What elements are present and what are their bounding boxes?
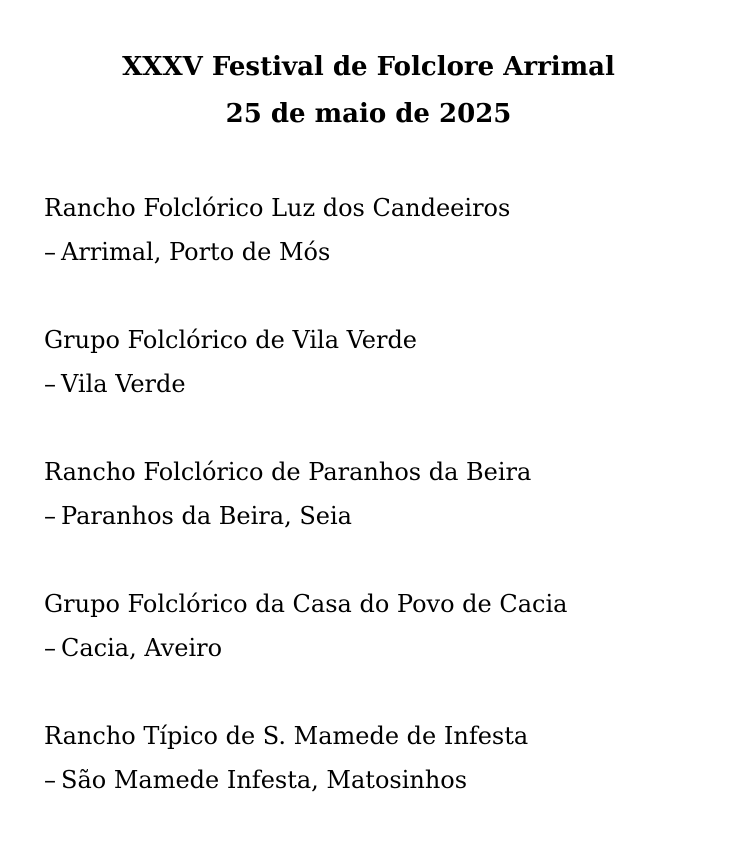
list-item <box>44 582 704 714</box>
group-location: Arrimal, Porto de Mós <box>61 238 331 266</box>
group-location: Vila Verde <box>61 370 186 398</box>
festival-title: XXXV Festival de Folclore Arrimal <box>122 52 615 82</box>
dash-separator: – <box>44 370 56 398</box>
group-location: São Mamede Infesta, Matosinhos <box>61 766 468 794</box>
group-location: Paranhos da Beira, Seia <box>61 502 352 530</box>
group-location-line <box>44 362 704 406</box>
group-location: Cacia, Aveiro <box>61 634 223 662</box>
group-name: Grupo Folclórico da Casa do Povo de Cacia <box>44 590 568 618</box>
dash-separator: – <box>44 634 56 662</box>
group-name: Rancho Folclórico de Paranhos da Beira <box>44 458 532 486</box>
group-name: Grupo Folclórico de Vila Verde <box>44 326 418 354</box>
group-location-line <box>44 626 704 670</box>
group-location-line <box>44 230 704 274</box>
list-item <box>44 714 704 846</box>
group-location-line <box>44 494 704 538</box>
group-name: Rancho Folclórico Luz dos Candeeiros <box>44 194 511 222</box>
group-name: Rancho Típico de S. Mamede de Infesta <box>44 722 529 750</box>
dash-separator: – <box>44 502 56 530</box>
list-item <box>44 450 704 582</box>
dash-separator: – <box>44 766 56 794</box>
festival-date: 25 de maio de 2025 <box>225 99 512 129</box>
group-list <box>44 186 704 846</box>
document-header <box>0 44 737 138</box>
dash-separator: – <box>44 238 56 266</box>
group-location-line <box>44 758 704 802</box>
list-item <box>44 186 704 318</box>
list-item <box>44 318 704 450</box>
